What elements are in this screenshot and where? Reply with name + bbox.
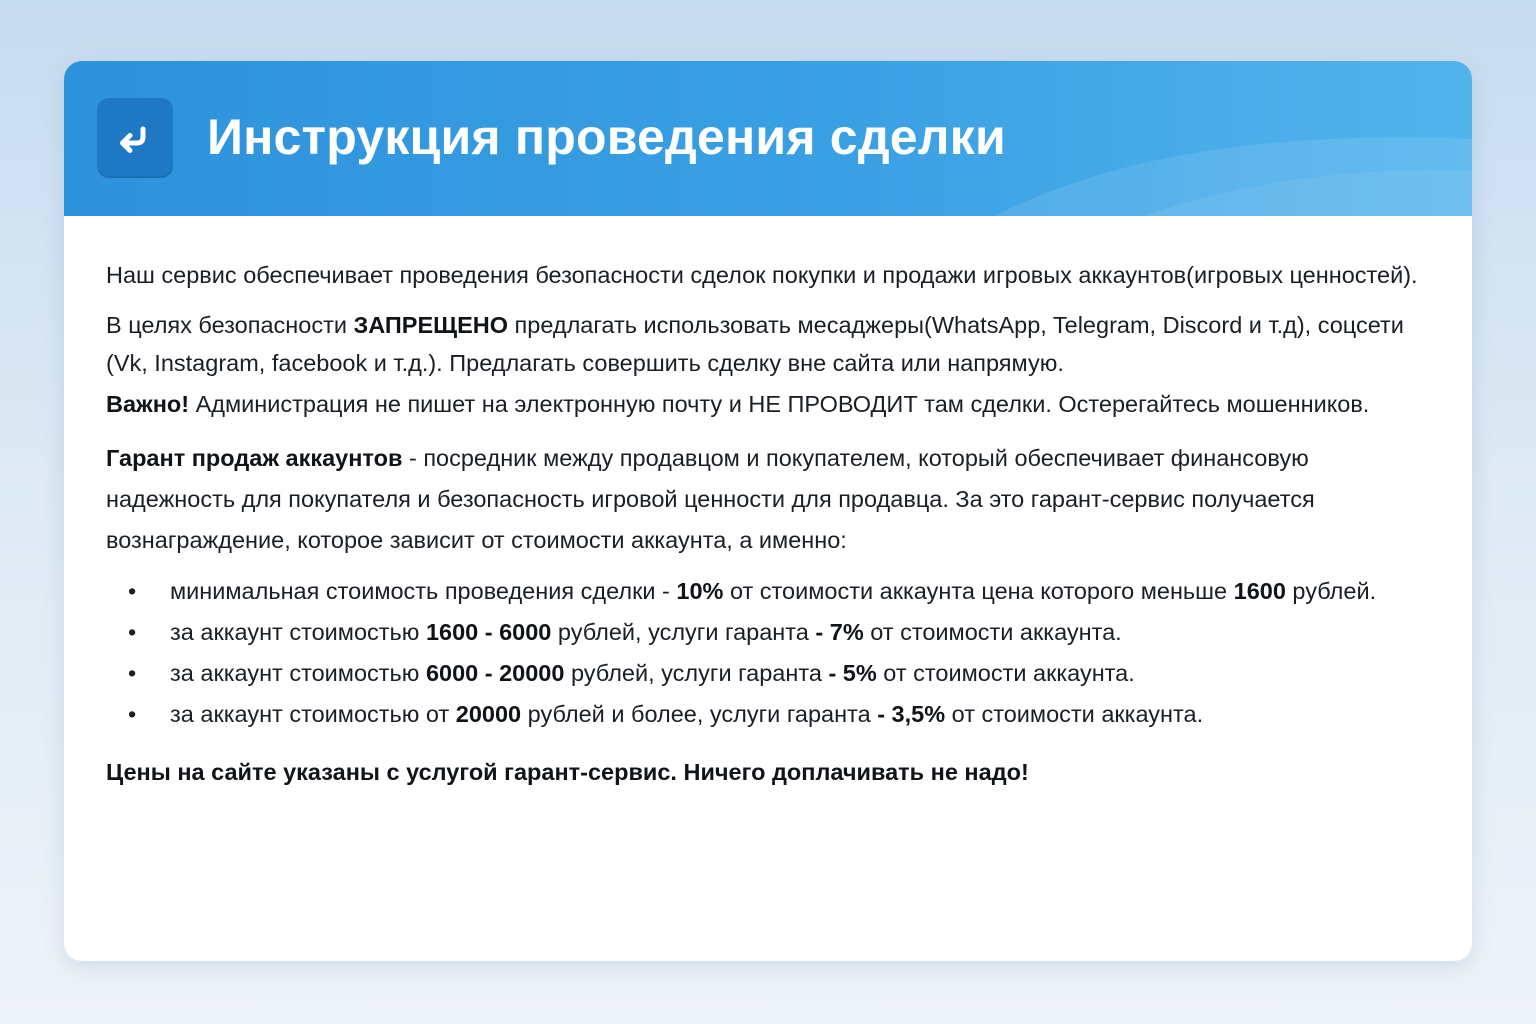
forbidden-label: ЗАПРЕЩЕНО [353, 312, 508, 338]
return-arrow-icon [115, 122, 155, 154]
final-note: Цены на сайте указаны с услугой гарант-сервис. Ничего доплачивать не надо! [106, 759, 1029, 785]
instruction-card [64, 61, 1472, 961]
fee-text: от стоимости аккаунта. [945, 701, 1204, 727]
forbidden-paragraph [106, 306, 1426, 382]
list-item [128, 612, 1426, 652]
list-item [128, 694, 1426, 734]
fee-value: - 3,5% [877, 701, 946, 727]
bullet: • [128, 701, 137, 727]
fee-value: 1600 - 6000 [425, 619, 552, 645]
fee-text: за аккаунт стоимостью [170, 660, 426, 686]
fee-text: за аккаунт стоимостью от [170, 701, 456, 727]
fee-text: за аккаунт стоимостью [170, 619, 426, 645]
important-text: Администрация не пишет на электронную почту и НЕ ПРОВОДИТ там сделки. Остерегайтесь мошенников. [189, 391, 1370, 417]
bullet: • [128, 578, 137, 604]
page-title: Инструкция проведения сделки [207, 109, 1006, 165]
card-body [106, 256, 1426, 791]
fee-value: 6000 - 20000 [425, 660, 565, 686]
card-header [64, 61, 1472, 216]
fees-list [106, 571, 1426, 734]
fee-text: рублей, услуги гаранта [551, 619, 816, 645]
back-button[interactable] [97, 98, 173, 178]
fee-text: от стоимости аккаунта. [863, 619, 1122, 645]
fee-value: - 5% [828, 660, 877, 686]
forbidden-prefix: В целях безопасности [106, 312, 354, 338]
fee-text: от стоимости аккаунта. [876, 660, 1135, 686]
fee-text: минимальная стоимость проведения сделки - [170, 578, 677, 604]
intro-paragraph: Наш сервис обеспечивает проведения безопасности сделок покупки и продажи игровых аккаунтов(игровых ценностей). [106, 262, 1418, 288]
fee-value: 20000 [455, 701, 522, 727]
guarantee-label: Гарант продаж аккаунтов [106, 445, 403, 471]
guarantee-text: - посредник между продавцом и покупателем, который обеспечивает финансовую надежность для покупателя и безопасность игровой ценности для продавца. За это гарант-сервис получается вознаграждение, которое зависит от стоимости аккаунта, а именно: [106, 445, 1315, 553]
fee-text: от стоимости аккаунта цена которого меньше [723, 578, 1234, 604]
fee-text: рублей. [1285, 578, 1377, 604]
fee-value: - 7% [815, 619, 864, 645]
fee-text: рублей и более, услуги гаранта [521, 701, 878, 727]
bullet: • [128, 660, 137, 686]
bullet: • [128, 619, 137, 645]
important-label: Важно! [106, 391, 190, 417]
fee-text: рублей, услуги гаранта [564, 660, 829, 686]
important-paragraph [106, 384, 1426, 424]
list-item [128, 653, 1426, 693]
forbidden-text: предлагать использовать месаджеры(WhatsApp, Telegram, Discord и т.д), соцсети (Vk, Instagram, facebook и т.д.). Предлагать совершить сделку вне сайта или напрямую. [106, 312, 1404, 376]
fee-value: 1600 [1233, 578, 1286, 604]
list-item [128, 571, 1426, 611]
guarantee-paragraph [106, 438, 1426, 561]
fee-value: 10% [676, 578, 724, 604]
